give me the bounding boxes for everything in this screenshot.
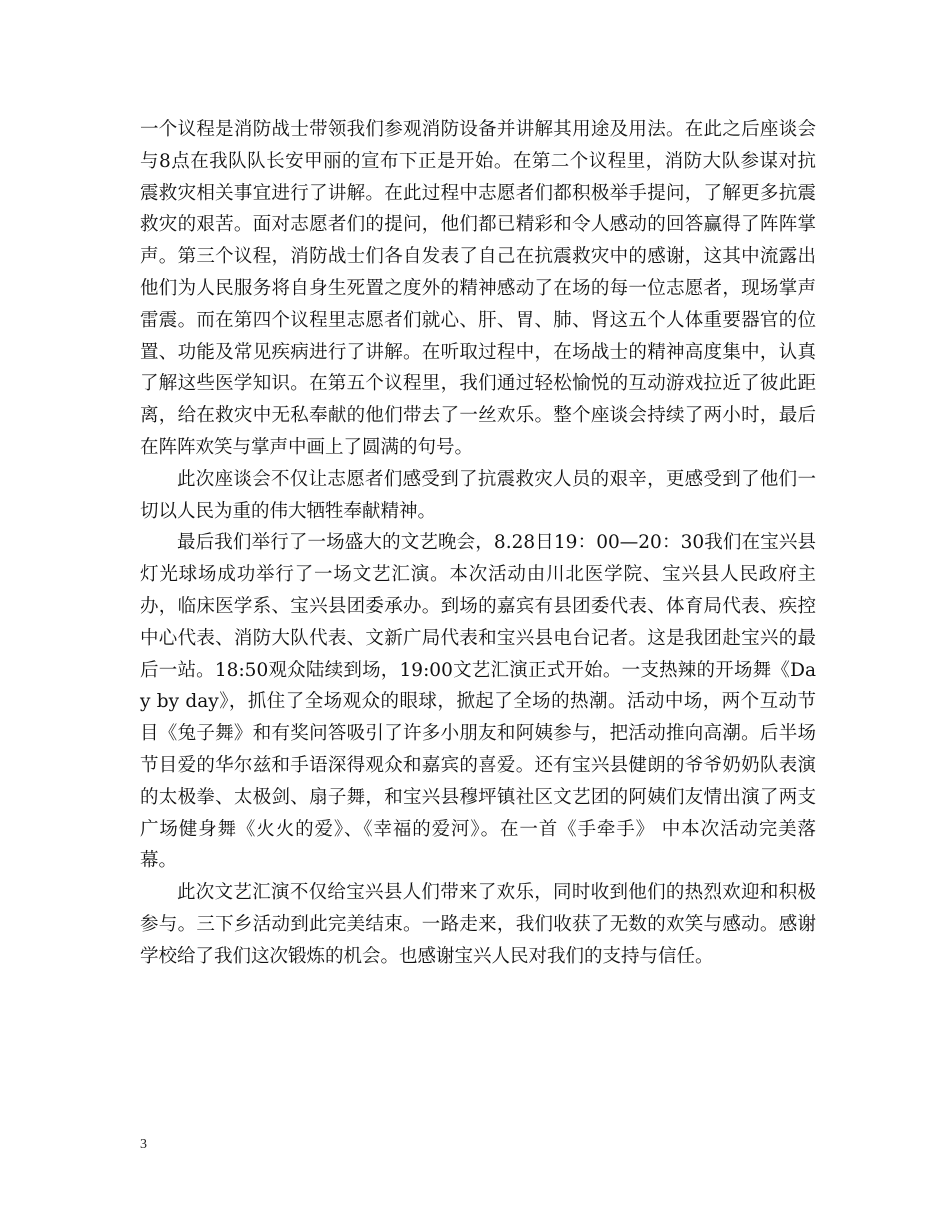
paragraph-1: 一个议程是消防战士带领我们参观消防设备并讲解其用途及用法。在此之后座谈会与8点在我队队长安甲丽的宣布下正是开始。在第二个议程里，消防大队参谋对抗震救灾相关事宜进行了讲解。在此过程中志愿者们都积极举手提问，了解更多抗震救灾的艰苦。面对志愿者们的提问，他们都已精彩和令人感动的回答赢得了阵阵掌声。第三个议程，消防战士们各自发表了自己在抗震救灾中的感谢，这其中流露出他们为人民服务将自身生死置之度外的精神感动了在场的每一位志愿者，现场掌声雷震。而在第四个议程里志愿者们就心、肝、胃、肺、肾这五个人体重要器官的位置、功能及常见疾病进行了讲解。在听取过程中，在场战士的精神高度集中，认真了解这些医学知识。在第五个议程里，我们通过轻松愉悦的互动游戏拉近了彼此距离，给在救灾中无私奉献的他们带去了一丝欢乐。整个座谈会持续了两小时，最后在阵阵欢笑与掌声中画上了圆满的句号。 — [140, 119, 816, 458]
paragraph-4: 此次文艺汇演不仅给宝兴县人们带来了欢乐，同时收到他们的热烈欢迎和积极参与。三下乡活动到此完美结束。一路走来，我们收获了无数的欢笑与感动。感谢学校给了我们这次锻炼的机会。也感谢宝兴人民对我们的支持与信任。 — [140, 882, 816, 967]
paragraph-2: 此次座谈会不仅让志愿者们感受到了抗震救灾人员的艰辛，更感受到了他们一切以人民为重的伟大牺牲奉献精神。 — [140, 468, 816, 522]
page-number: 3 — [140, 1137, 147, 1152]
body-text — [140, 114, 816, 973]
paragraph-3: 最后我们举行了一场盛大的文艺晚会，8.28日19：00—20：30我们在宝兴县灯光球场成功举行了一场文艺汇演。本次活动由川北医学院、宝兴县人民政府主办，临床医学系、宝兴县团委承办。到场的嘉宾有县团委代表、体育局代表、疾控中心代表、消防大队代表、文新广局代表和宝兴县电台记者。这是我团赴宝兴的最后一站。18:50观众陆续到场，19:00文艺汇演正式开始。一支热辣的开场舞《Day by day》，抓住了全场观众的眼球，掀起了全场的热潮。活动中场，两个互动节目《兔子舞》和有奖问答吸引了许多小朋友和阿姨参与，把活动推向高潮。后半场节目爱的华尔兹和手语深得观众和嘉宾的喜爱。还有宝兴县健朗的爷爷奶奶队表演的太极拳、太极剑、扇子舞，和宝兴县穆坪镇社区文艺团的阿姨们友情出演了两支广场健身舞《火火的爱》、《幸福的爱河》。在一首《手牵手》 中本次活动完美落幕。 — [140, 532, 816, 872]
